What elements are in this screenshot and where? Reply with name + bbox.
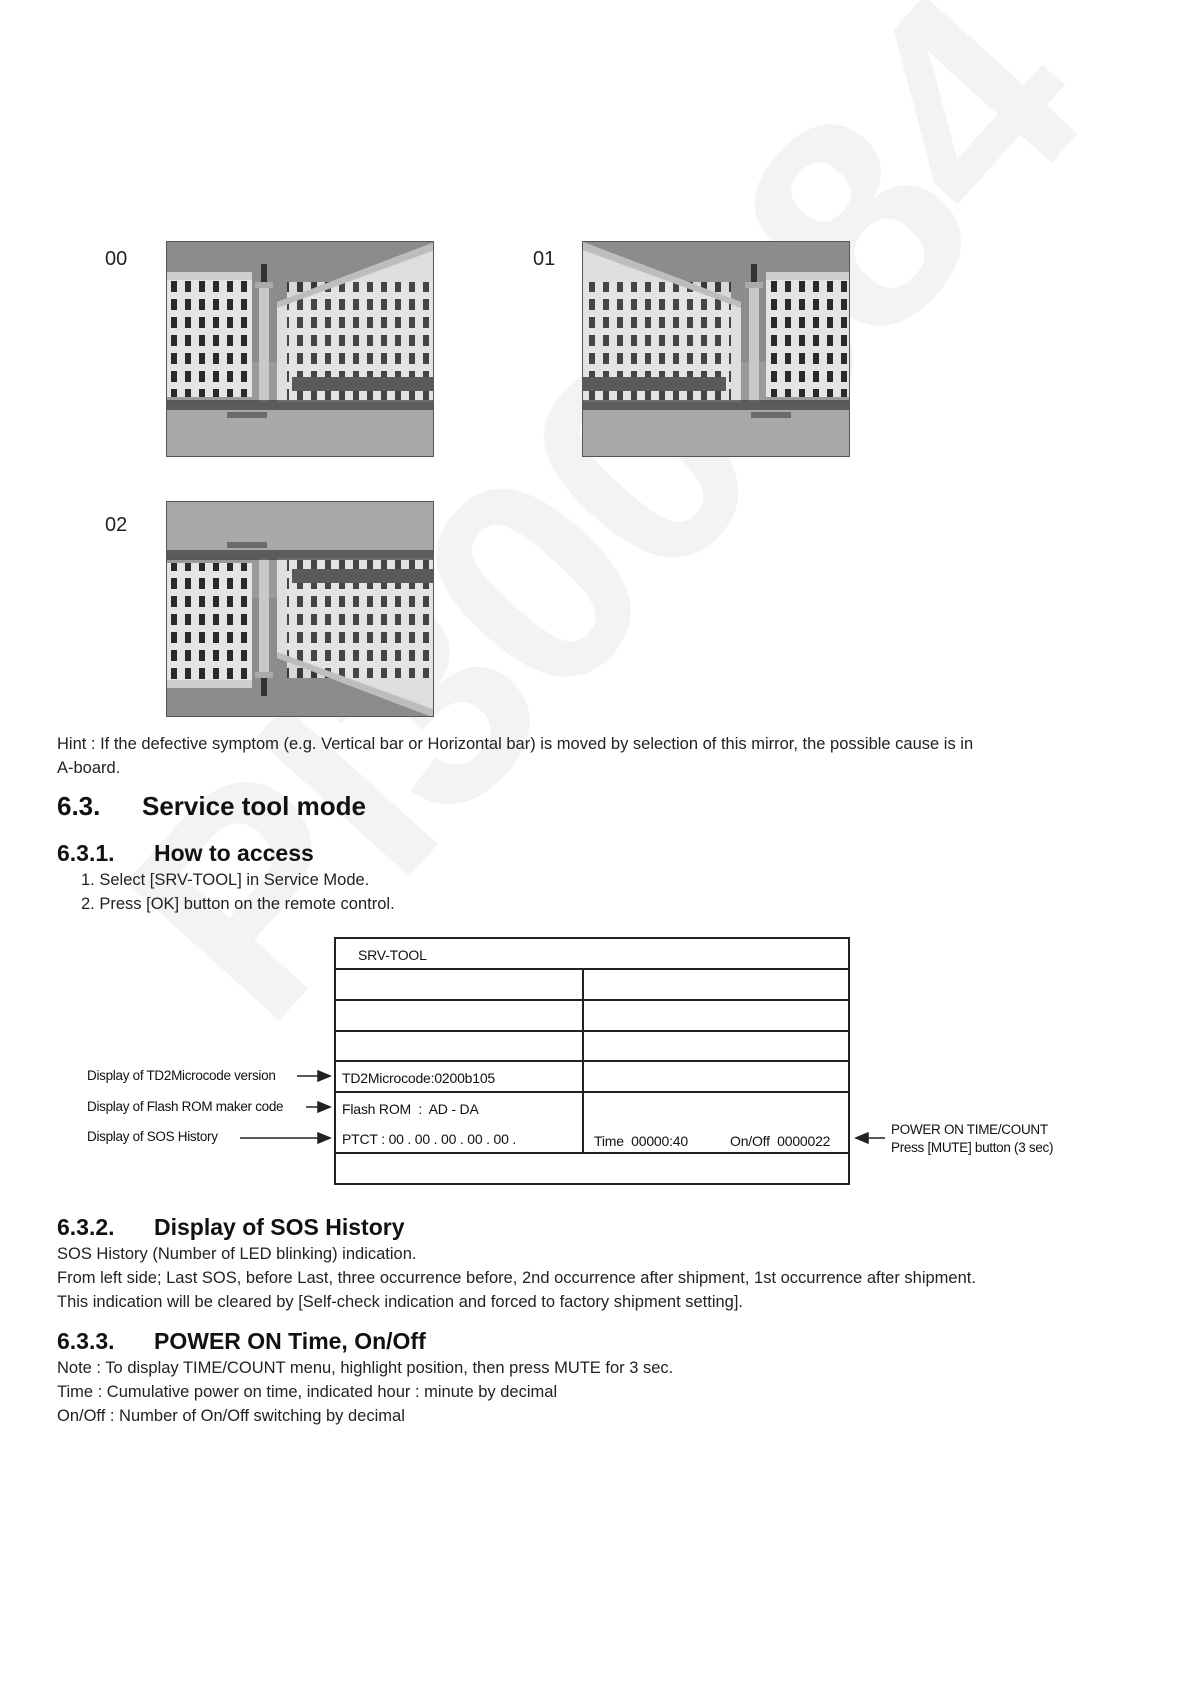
paragraph-line: SOS History (Number of LED blinking) indication.: [57, 1245, 417, 1263]
ptct-value: PTCT : 00 . 00 . 00 . 00 . 00 .: [342, 1131, 517, 1147]
image-label-02: 02: [105, 514, 128, 536]
paragraph-line: Note : To display TIME/COUNT menu, highlight position, then press MUTE for 3 sec.: [57, 1359, 674, 1377]
arrow-icon: [318, 1102, 330, 1112]
section-title: How to access: [154, 840, 314, 866]
section-title: POWER ON Time, On/Off: [154, 1328, 426, 1354]
power-on-text: [57, 1356, 1157, 1428]
annotation-sos: Display of SOS History: [87, 1129, 218, 1144]
paragraph-line: This indication will be cleared by [Self-check indication and forced to factory shipment setting].: [57, 1293, 744, 1311]
section-number: 6.3.: [57, 791, 101, 821]
annotation-power-on-2: Press [MUTE] button (3 sec): [891, 1140, 1054, 1155]
image-label-01: 01: [533, 248, 556, 270]
section-number: 6.3.3.: [57, 1328, 115, 1354]
paragraph-line: Time : Cumulative power on time, indicated hour : minute by decimal: [57, 1383, 558, 1401]
onoff-value: On/Off 0000022: [730, 1133, 831, 1149]
image-label-00: 00: [105, 248, 128, 270]
step-item: 1. Select [SRV-TOOL] in Service Mode.: [81, 871, 370, 889]
annotation-flash-rom: Display of Flash ROM maker code: [87, 1099, 284, 1114]
flash-rom-value: Flash ROM : AD - DA: [342, 1101, 479, 1117]
section-6-3-2-heading: [57, 1214, 405, 1241]
time-value: Time 00000:40: [594, 1133, 688, 1149]
sos-history-text: [57, 1242, 1157, 1314]
annotation-power-on-1: POWER ON TIME/COUNT: [891, 1122, 1048, 1137]
section-number: 6.3.1.: [57, 840, 115, 866]
paragraph-line: From left side; Last SOS, before Last, three occurrence before, 2nd occurrence after shipment, 1st occurrence after shipment.: [57, 1269, 976, 1287]
hint-line-2: A-board.: [57, 759, 121, 777]
step-item: 2. Press [OK] button on the remote control.: [81, 895, 395, 913]
section-title: Display of SOS History: [154, 1214, 405, 1240]
section-6-3-3-heading: [57, 1328, 426, 1355]
arrow-icon: [318, 1071, 330, 1081]
paragraph-line: On/Off : Number of On/Off switching by decimal: [57, 1407, 405, 1425]
section-title: Service tool mode: [142, 791, 366, 821]
hint-line-1: Hint : If the defective symptom (e.g. Vertical bar or Horizontal bar) is moved by selection of this mirror, the possible cause is in: [57, 735, 974, 753]
annotation-microcode: Display of TD2Microcode version: [87, 1068, 276, 1083]
srv-tool-header: SRV-TOOL: [358, 947, 427, 963]
microcode-value: TD2Microcode:0200b105: [342, 1070, 496, 1086]
arrow-icon: [856, 1133, 868, 1143]
arrow-icon: [318, 1133, 330, 1143]
section-number: 6.3.2.: [57, 1214, 115, 1240]
